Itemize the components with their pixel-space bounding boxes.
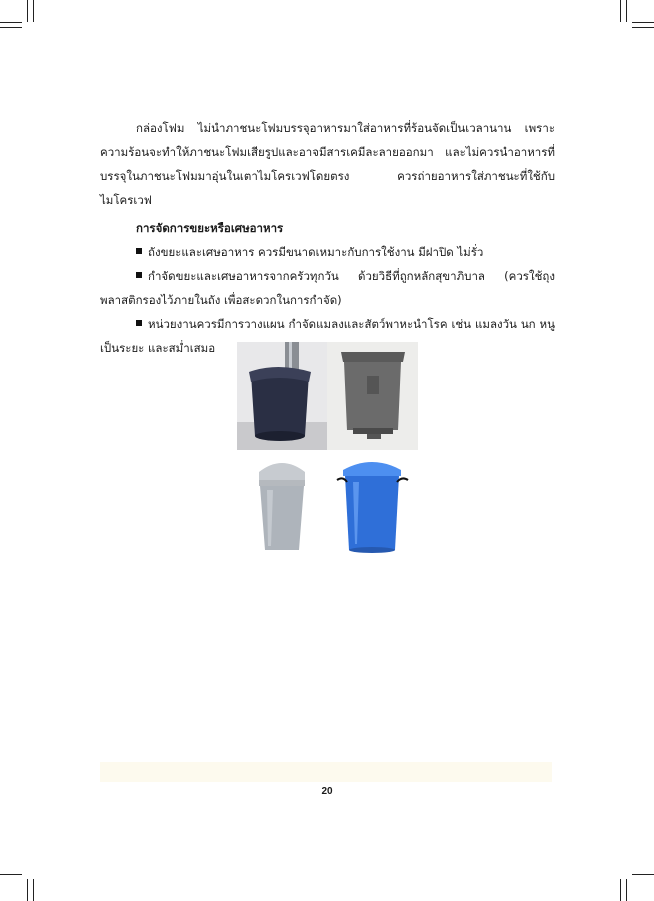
bullet-icon bbox=[136, 272, 142, 278]
crop-mark bbox=[626, 879, 627, 901]
bullet-item: กำจัดขยะและเศษอาหารจากครัวทุกวัน ด้วยวิธีที่ถูกหลักสุขาภิบาล (ควรใช้ถุงพลาสติกรองไว้ภายในถัง เพื่อสะดวกในการกำจัด) bbox=[100, 269, 555, 307]
black-bin-with-liner-icon bbox=[237, 342, 327, 450]
crop-mark bbox=[27, 0, 28, 22]
crop-mark bbox=[620, 0, 621, 22]
crop-mark bbox=[626, 0, 627, 22]
black-bin-photo bbox=[237, 342, 327, 450]
bullet-icon bbox=[136, 248, 142, 254]
crop-mark bbox=[0, 874, 22, 875]
gray-pedal-bin-icon bbox=[327, 342, 418, 450]
paragraph-foam: กล่องโฟม ไม่นำภาชนะโฟมบรรจุอาหารมาใส่อาหารที่ร้อนจัดเป็นเวลานาน เพราะความร้อนจะทำให้ภาชนะโฟมเสียรูปและอาจมีสารเคมีละลายออกมา และไม่ควรนำอาหารที่บรรจุในภาชนะโฟมมาอุ่นในเตาไมโครเวฟโดยตรง ควรถ่ายอาหารใส่ภาชนะที่ใช้กับไมโครเวฟ bbox=[100, 121, 555, 207]
bullet-item: ถังขยะและเศษอาหาร ควรมีขนาดเหมาะกับการใช้งาน มีฝาปิด ไม่รั่ว bbox=[100, 240, 555, 264]
white-bin-photo bbox=[237, 450, 327, 556]
crop-mark bbox=[27, 879, 28, 901]
crop-mark bbox=[632, 27, 654, 28]
gray-pedal-bin-photo bbox=[327, 342, 418, 450]
crop-mark bbox=[632, 22, 654, 23]
blue-bin-with-lid-icon bbox=[327, 450, 418, 556]
blue-bin-photo bbox=[327, 450, 418, 556]
crop-mark bbox=[0, 27, 22, 28]
crop-mark bbox=[33, 879, 34, 901]
trash-bins-figure bbox=[237, 342, 418, 556]
crop-mark bbox=[620, 879, 621, 901]
body-text bbox=[100, 116, 555, 360]
crop-mark bbox=[33, 0, 34, 22]
footer-band bbox=[100, 762, 552, 782]
crop-mark bbox=[0, 22, 22, 23]
section-heading: การจัดการขยะหรือเศษอาหาร bbox=[136, 221, 284, 235]
bullet-item: หน่วยงานควรมีการวางแผน กำจัดแมลงและสัตว์พาหะนำโรค เช่น แมลงวัน นก หนู เป็นระยะ และสม่ำเสมอ bbox=[100, 317, 555, 355]
bullet-icon bbox=[136, 320, 142, 326]
page-number: 20 bbox=[321, 786, 333, 797]
white-swing-lid-bin-icon bbox=[237, 450, 327, 556]
crop-mark bbox=[632, 874, 654, 875]
